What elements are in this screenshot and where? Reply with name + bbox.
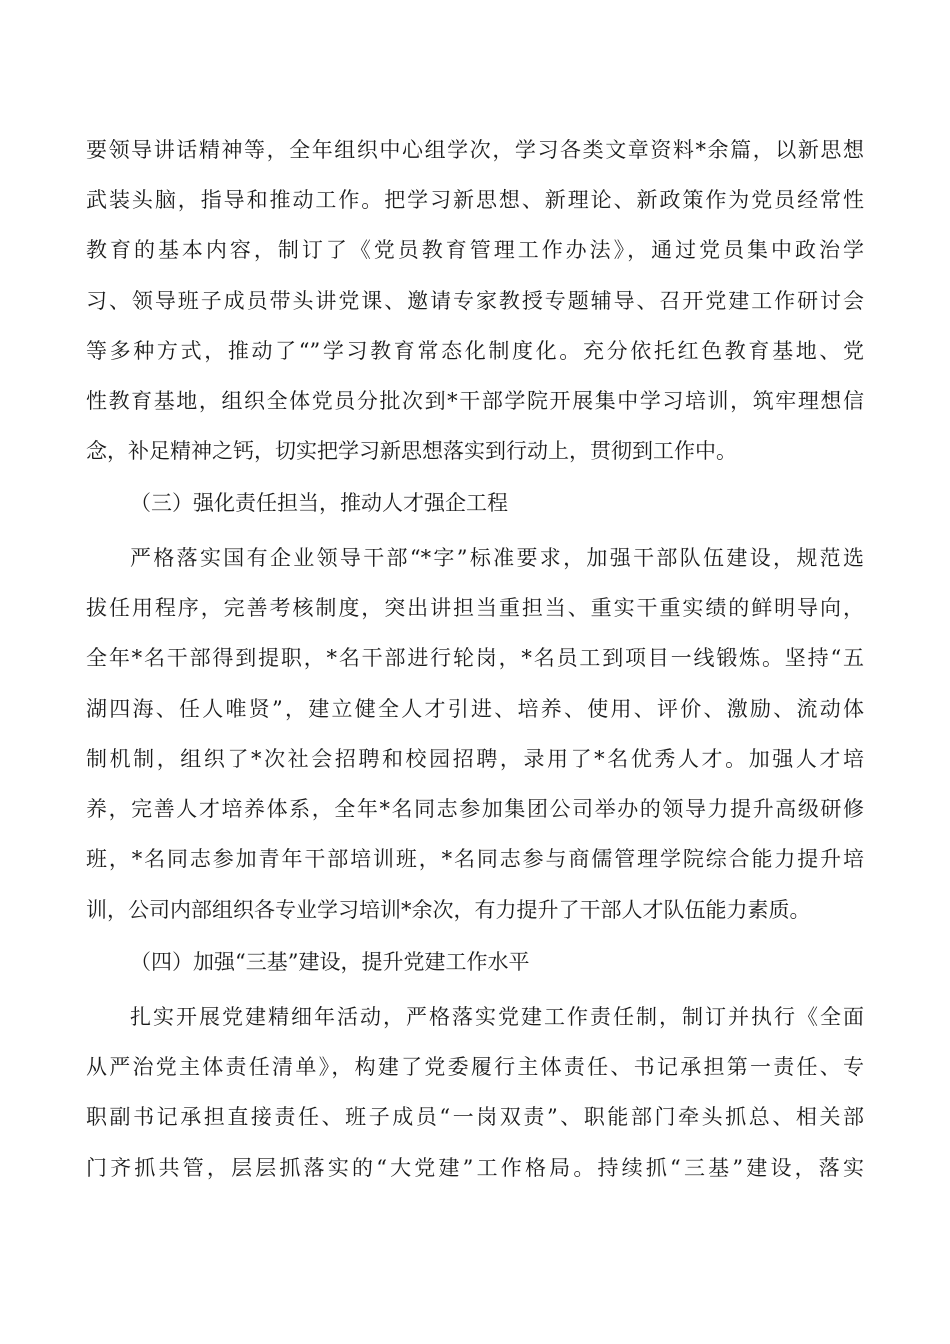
paragraph-line: 严格落实国有企业领导干部“*字”标准要求，加强干部队伍建设，规范选 (130, 546, 864, 570)
paragraph-line: 性教育基地，组织全体党员分批次到*干部学院开展集中学习培训，筑牢理想信 (86, 389, 864, 413)
paragraph-line: 扎实开展党建精细年活动，严格落实党建工作责任制，制订并执行《全面 (130, 1005, 864, 1029)
paragraph-line: 班，*名同志参加青年干部培训班，*名同志参与商儒管理学院综合能力提升培 (86, 847, 864, 871)
paragraph-line: 职副书记承担直接责任、班子成员“一岗双责”、职能部门牵头抓总、相关部 (86, 1105, 864, 1129)
paragraph-line: 习、领导班子成员带头讲党课、邀请专家教授专题辅导、召开党建工作研讨会 (86, 289, 864, 313)
paragraph-line: 训，公司内部组织各专业学习培训*余次，有力提升了干部人才队伍能力素质。 (86, 898, 811, 922)
paragraph-line: 从严治党主体责任清单》，构建了党委履行主体责任、书记承担第一责任、专 (86, 1055, 864, 1079)
section-heading: （四）加强“三基”建设，提升党建工作水平 (130, 950, 530, 974)
paragraph-line: 湖四海、任人唯贤”，建立健全人才引进、培养、使用、评价、激励、流动体 (86, 697, 864, 721)
paragraph-line: 拔任用程序，完善考核制度，突出讲担当重担当、重实干重实绩的鲜明导向， (86, 596, 864, 620)
section-heading: （三）强化责任担当，推动人才强企工程 (130, 491, 508, 515)
paragraph-line: 武装头脑，指导和推动工作。把学习新思想、新理论、新政策作为党员经常性 (86, 188, 864, 212)
paragraph-line: 门齐抓共管，层层抓落实的“大党建”工作格局。持续抓“三基”建设，落实 (86, 1156, 864, 1180)
paragraph-line: 制机制，组织了*次社会招聘和校园招聘，录用了*名优秀人才。加强人才培 (86, 747, 864, 771)
paragraph-line: 念，补足精神之钙，切实把学习新思想落实到行动上，贯彻到工作中。 (86, 439, 737, 463)
paragraph-line: 等多种方式，推动了“”学习教育常态化制度化。充分依托红色教育基地、党 (86, 339, 864, 363)
paragraph-line: 养，完善人才培养体系，全年*名同志参加集团公司举办的领导力提升高级研修 (86, 797, 864, 821)
paragraph-line: 全年*名干部得到提职，*名干部进行轮岗，*名员工到项目一线锻炼。坚持“五 (86, 646, 864, 670)
paragraph-line: 教育的基本内容，制订了《党员教育管理工作办法》，通过党员集中政治学 (86, 238, 864, 262)
paragraph-line: 要领导讲话精神等，全年组织中心组学次，学习各类文章资料*余篇，以新思想 (86, 138, 864, 162)
